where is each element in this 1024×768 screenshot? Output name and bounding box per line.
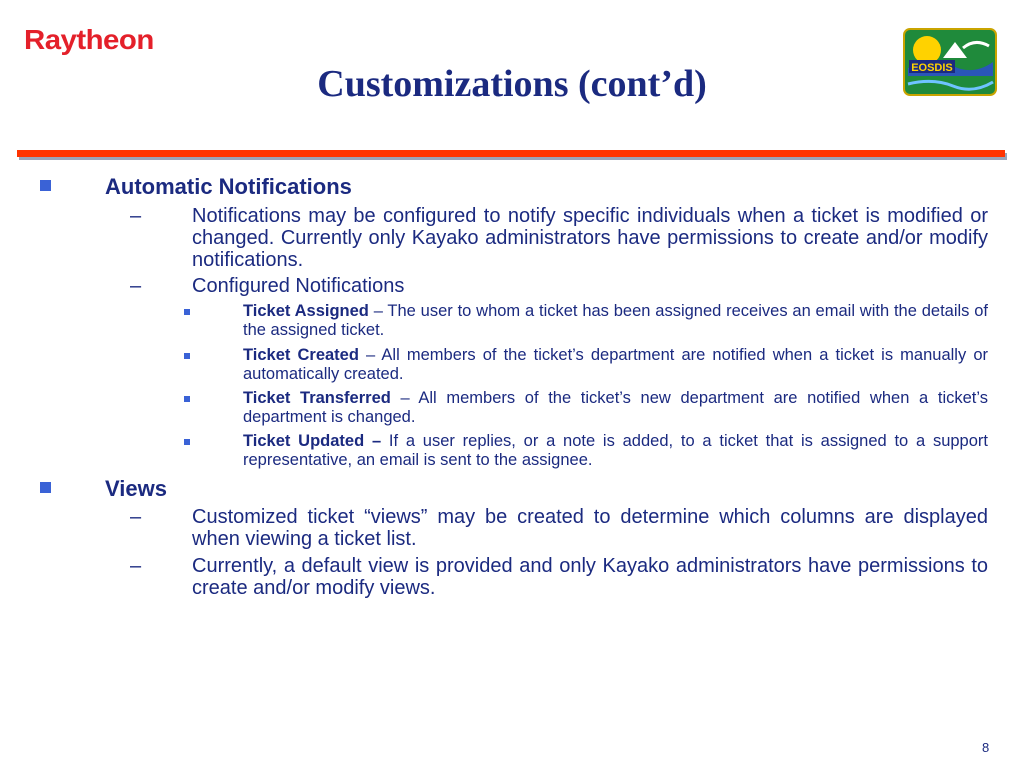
sub-bullet-icon	[184, 396, 190, 402]
section-heading: Views	[105, 476, 167, 501]
notification-desc: All members of the ticket’s department are notified when a ticket is manually or automatically created.	[243, 346, 988, 383]
list-item	[243, 346, 988, 384]
section-heading: Automatic Notifications	[105, 174, 352, 199]
notification-label: Ticket Created	[243, 346, 359, 364]
notification-desc: If a user replies, or a note is added, to a ticket that is assigned to a support representative, an email is sent to the assignee.	[243, 432, 988, 469]
notification-label: Ticket Updated –	[243, 432, 382, 450]
sub-bullet-icon	[184, 309, 190, 315]
raytheon-logo: Raytheon	[24, 24, 154, 55]
sub-bullet-icon	[184, 439, 190, 445]
list-item	[243, 302, 988, 340]
svg-text:EOSDIS: EOSDIS	[911, 62, 953, 74]
eosdis-logo	[903, 28, 997, 96]
dash-icon: –	[130, 506, 142, 528]
page-title: Customizations (cont’d)	[317, 63, 707, 105]
separator: –	[368, 302, 388, 320]
notification-desc: The user to whom a ticket has been assigned receives an email with the details of the assigned ticket.	[243, 302, 989, 339]
list-item: Notifications may be configured to notify specific individuals when a ticket is modified or changed. Currently only Kayako administrators have permissions to create and/or modify notifications.	[192, 205, 988, 271]
separator: –	[390, 389, 419, 407]
separator	[381, 432, 389, 450]
section-bullet-icon	[40, 180, 51, 191]
separator: –	[358, 346, 382, 364]
sub-bullet-icon	[184, 353, 190, 359]
dash-icon: –	[130, 555, 142, 577]
list-item: Currently, a default view is provided and only Kayako administrators have permissions to create and/or modify views.	[192, 555, 988, 599]
list-item	[243, 389, 988, 427]
dash-icon: –	[130, 275, 142, 297]
list-item: Customized ticket “views” may be created to determine which columns are displayed when viewing a ticket list.	[192, 506, 988, 550]
list-item: Configured Notifications	[192, 275, 405, 297]
page-number: 8	[982, 740, 990, 755]
notification-desc: All members of the ticket’s new department are notified when a ticket’s department is changed.	[243, 389, 988, 426]
section-bullet-icon	[40, 482, 51, 493]
dash-icon: –	[130, 205, 142, 227]
list-item	[243, 432, 988, 470]
title-rule	[17, 150, 1005, 157]
notification-label: Ticket Transferred	[243, 389, 391, 407]
notification-label: Ticket Assigned	[243, 302, 369, 320]
